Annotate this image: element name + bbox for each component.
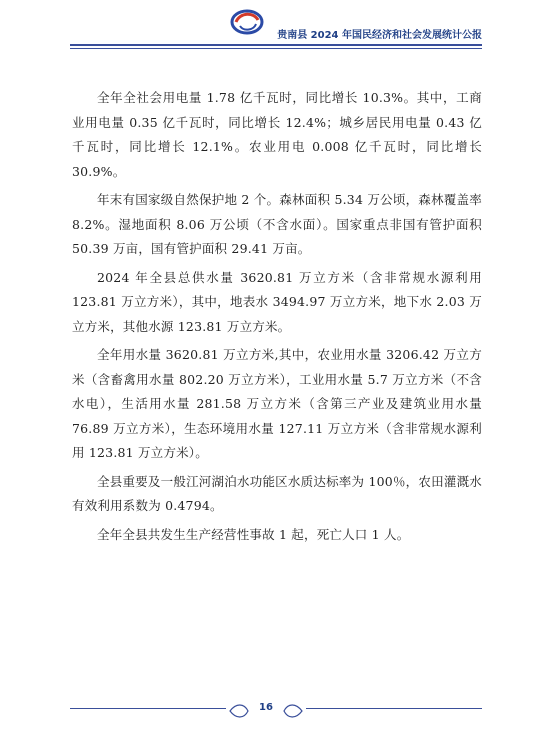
swirl-logo-icon	[230, 8, 264, 36]
header-divider	[70, 44, 482, 46]
paragraph-nature-reserves: 年末有国家级自然保护地 2 个。森林面积 5.34 万公顷，森林覆盖率 8.2%。湿地面积 8.06 万公顷（不含水面）。国家重点非国有管护面积 50.39 万亩，国有管护面积 29.41 万亩。	[72, 192, 482, 256]
paragraph-water-supply: 2024 年全县总供水量 3620.81 万立方米（含非常规水源利用 123.81 万立方米），其中，地表水 3494.97 万立方米，地下水 2.03 万立方米，其他水源 123.81 万立方米。	[72, 269, 482, 334]
paragraph-water-quality: 全县重要及一般江河湖泊水功能区水质达标率为 100％，农田灌溉水有效利用系数为 0.4794。	[72, 473, 482, 513]
header-divider-thin	[70, 48, 482, 49]
page-header	[70, 6, 482, 44]
paragraph-safety: 全年全县共发生生产经营性事故 1 起，死亡人口 1 人。	[97, 526, 410, 542]
paragraph-electricity: 全年全社会用电量 1.78 亿千瓦时，同比增长 10.3%。其中，工商业用电量 0.35 亿千瓦时，同比增长 12.4%；城乡居民用电量 0.43 亿千瓦时，同比增长 12.1%。农业用电 0.008 亿千瓦时，同比增长 30.9%。	[72, 90, 482, 179]
page-number: 16	[259, 702, 273, 713]
paragraph-water-use: 全年用水量 3620.81 万立方米,其中，农业用水量 3206.42 万立方米（含畜禽用水量 802.20 万立方米），工业用水量 5.7 万立方米（不含水电），生活用水量 281.58 万立方米（含第三产业及建筑业用水量 76.89 万立方米），生态环境用水量 127.11 万立方米（含非常规水源利用 123.81 万立方米）。	[72, 347, 482, 460]
report-title: 贵南县 2024 年国民经济和社会发展统计公报	[277, 30, 482, 41]
body-text	[72, 86, 482, 551]
